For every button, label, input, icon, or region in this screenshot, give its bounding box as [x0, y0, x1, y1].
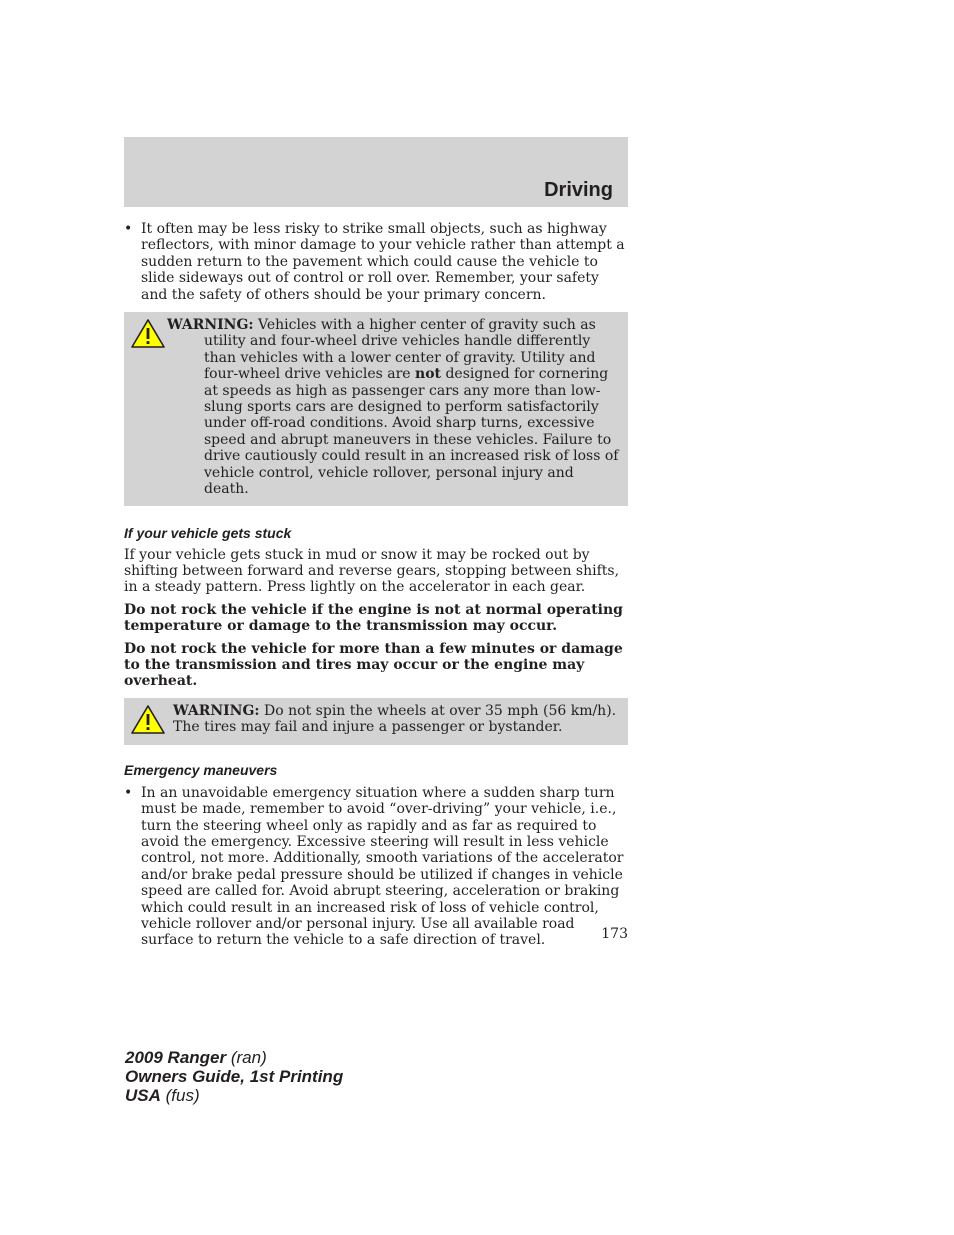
warning-text — [167, 317, 620, 497]
footer-line-printing — [125, 1067, 343, 1086]
bullet-text: In an unavoidable emergency situation where a sudden sharp turn must be made, remember to avoid “over-driving” your vehicle, i.e., turn the steering wheel only as rapidly and as far as required to avoid the emergency. Excessive steering will result in less vehicle control, not more. Additionally, smooth variations of the accelerator and/or brake pedal pressure should be utilized if changes in vehicle speed are called for. Avoid abrupt steering, acceleration or braking which could result in an increased risk of loss of vehicle control, vehicle rollover and/or personal injury. Use all available road surface to return the vehicle to a safe direction of travel. — [141, 784, 624, 949]
bold-notice-temperature: Do not rock the vehicle if the engine is not at normal operating temperature or damage to the transmission may occur. — [124, 601, 623, 635]
footer-model-code: (ran) — [226, 1048, 267, 1067]
footer-line-model — [125, 1048, 343, 1067]
bold-notice-duration: Do not rock the vehicle for more than a few minutes or damage to the transmission and tires may occur or the engine may overheat. — [124, 640, 623, 690]
bullet-text: It often may be less risky to strike small objects, such as highway reflectors, with minor damage to your vehicle rather than attempt a sudden return to the pavement which could cause the vehicle to slide sideways out of control or roll over. Remember, your safety and the safety of others should be your primary concern. — [141, 221, 625, 303]
paragraph-stuck: If your vehicle gets stuck in mud or snow it may be rocked out by shifting between forward and reverse gears, stopping between shifts, in a steady pattern. Press lightly on the accelerator in each gear. — [124, 546, 620, 596]
warning-text — [173, 703, 620, 736]
bullet-item — [124, 221, 628, 303]
bullet-item — [124, 785, 628, 949]
document-footer — [125, 1048, 343, 1105]
warning-label: WARNING: — [173, 702, 260, 719]
subheading-emergency: Emergency maneuvers — [124, 761, 278, 778]
section-title: Driving — [544, 179, 613, 201]
section-header-band — [124, 137, 628, 207]
bullet-marker: • — [124, 221, 133, 237]
warning-text-part: Vehicles with a higher center of gravity such as utility and four-wheel drive vehicles handle differently than vehicles with a lower center of gravity. Utility and four-wheel drive vehicles are — [204, 317, 596, 383]
footer-market: USA — [125, 1086, 161, 1105]
footer-line-market — [125, 1086, 343, 1105]
warning-box — [124, 312, 628, 505]
page-content — [124, 221, 628, 949]
subheading-stuck: If your vehicle gets stuck — [124, 524, 292, 541]
warning-emphasis: not — [415, 366, 442, 383]
warning-triangle-icon — [130, 317, 166, 351]
warning-box — [124, 698, 628, 745]
warning-text-part: Do not spin the wheels at over 35 mph (56 km/h). The tires may fail and injure a passenger or bystander. — [173, 702, 617, 736]
page-number: 173 — [601, 926, 628, 942]
warning-label: WARNING: — [167, 317, 254, 334]
bullet-marker: • — [124, 784, 133, 801]
footer-printing: Owners Guide, 1st Printing — [125, 1067, 344, 1086]
footer-market-code: (fus) — [160, 1086, 200, 1105]
footer-model: 2009 Ranger — [125, 1048, 227, 1067]
warning-triangle-icon — [130, 703, 166, 737]
warning-text-part: designed for cornering at speeds as high as passenger cars any more than low-slung sports cars are designed to perform satisfactorily under off-road conditions. Avoid sharp turns, excessive speed and abrupt maneuvers in these vehicles. Failure to drive cautiously could result in an increased risk of loss of vehicle control, vehicle rollover, personal injury and death. — [204, 366, 619, 498]
